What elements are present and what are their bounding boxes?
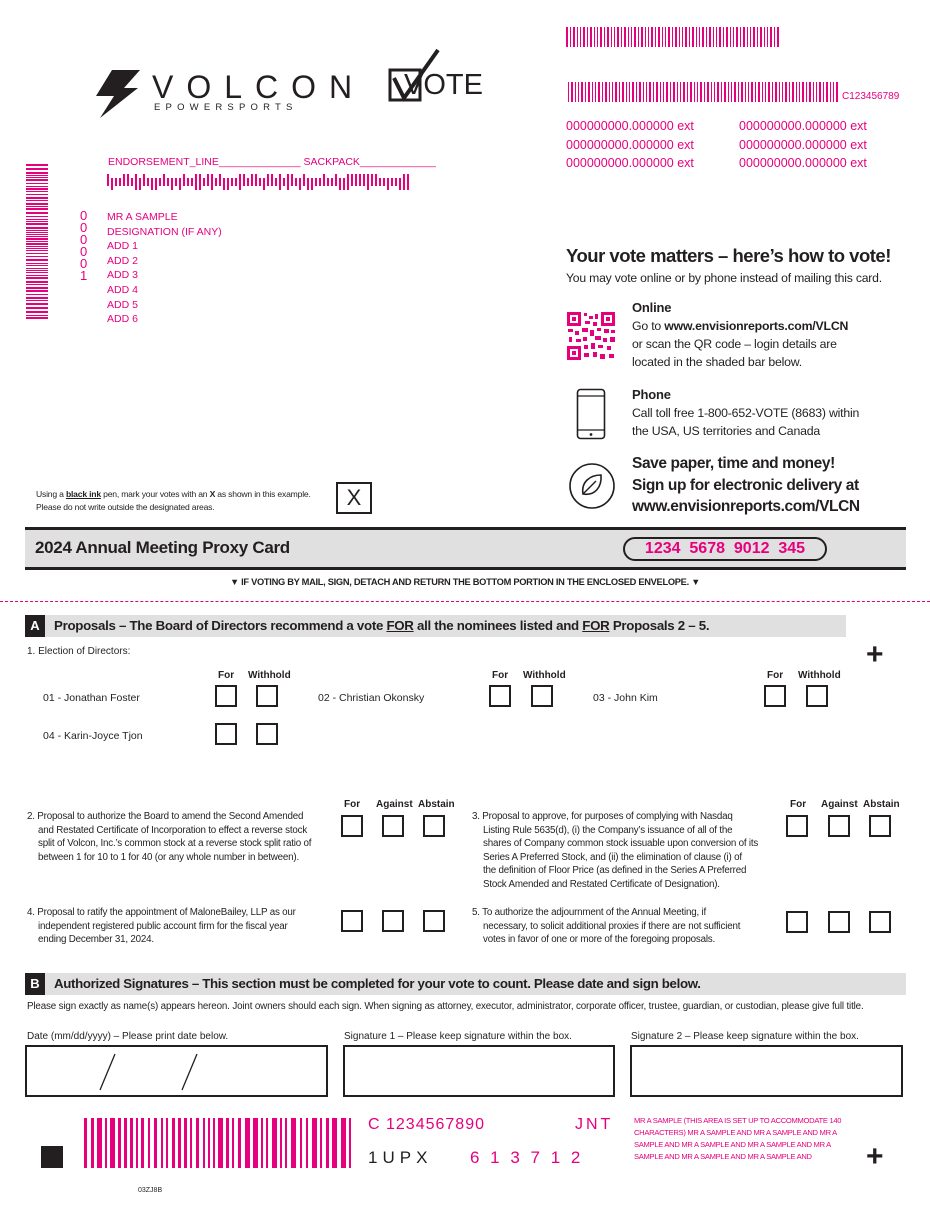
title-part: Proposals 2 – 5. xyxy=(609,618,710,633)
mail-note: ▼ IF VOTING BY MAIL, SIGN, DETACH AND RETURN THE BOTTOM PORTION IN THE ENCLOSED ENVELOPE. ▼ xyxy=(229,577,701,587)
postal-barcode-bars xyxy=(107,174,415,190)
instr-x: X xyxy=(209,489,216,499)
footer-barcode-bars xyxy=(84,1118,356,1168)
col-against: Against xyxy=(376,799,413,810)
footer-upx: 1UPX xyxy=(368,1148,433,1167)
online-line-2: or scan the QR code – login details are xyxy=(632,337,837,351)
sig2-label: Signature 2 – Please keep signature within the box. xyxy=(631,1031,859,1042)
proposal-5 xyxy=(472,906,740,947)
proposal-line: 2. Proposal to authorize the Board to amend the Second Amended xyxy=(27,811,304,822)
paper-line-1: Save paper, time and money! xyxy=(632,455,835,472)
proposal-line: Listing Rule 5635(d), (i) the Company’s issuance of all of the xyxy=(483,824,733,836)
vertical-code: 000001 xyxy=(80,208,88,283)
side-barcode xyxy=(26,164,48,322)
p4-for-checkbox[interactable] xyxy=(341,910,363,932)
proposal-line: independent registered public account firm for the fiscal year xyxy=(38,920,288,932)
col-abstain: Abstain xyxy=(863,799,900,810)
paper-line-2: Sign up for electronic delivery at xyxy=(632,476,859,494)
ext-line: 000000000.000000 ext xyxy=(739,119,867,133)
proposal-3 xyxy=(472,810,758,891)
online-url[interactable]: www.envisionreports.com/VLCN xyxy=(664,319,849,333)
phone-block xyxy=(632,386,859,440)
col-against: Against xyxy=(821,799,858,810)
brand-name: VOLCON xyxy=(152,69,366,105)
online-prefix: Go to xyxy=(632,319,665,333)
postal-barcode xyxy=(107,174,415,190)
online-title: Online xyxy=(632,300,672,315)
howto-title: Your vote matters – here’s how to vote! xyxy=(566,245,891,266)
date-slash-icon xyxy=(97,1052,119,1092)
proposal-line: votes in favor of one or more of the foregoing proposals. xyxy=(483,934,716,945)
nominee-1: 01 - Jonathan Foster xyxy=(43,692,140,704)
side-barcode-bars xyxy=(26,164,48,322)
registration-plus-top: + xyxy=(866,638,884,671)
proposal-line: necessary, to solicit additional proxies if there are not sufficient xyxy=(483,920,741,932)
p3-abstain-checkbox[interactable] xyxy=(869,815,891,837)
top-barcode-2 xyxy=(568,82,838,102)
ext-line: 000000000.000000 ext xyxy=(739,137,867,152)
signature-1-field[interactable] xyxy=(343,1045,615,1097)
phone-line-2: the USA, US territories and Canada xyxy=(632,424,820,438)
instruction-line-2: Please do not write outside the designated areas. xyxy=(36,502,215,512)
for-checkbox-4[interactable] xyxy=(215,723,237,745)
volcon-logo xyxy=(94,69,366,120)
nominee-3: 03 - John Kim xyxy=(593,692,658,704)
p3-for-checkbox[interactable] xyxy=(786,815,808,837)
sig1-label: Signature 1 – Please keep signature within the box. xyxy=(344,1031,572,1042)
top-barcode-1 xyxy=(566,27,780,47)
p2-abstain-checkbox[interactable] xyxy=(423,815,445,837)
instruction-line-1 xyxy=(36,488,311,501)
proposal-line: 5. To authorize the adjournment of the Annual Meeting, if xyxy=(472,907,707,918)
instr-mid: pen, mark your votes with an xyxy=(100,489,210,499)
proxy-card-bar xyxy=(25,527,906,570)
example-mark-box xyxy=(336,482,372,514)
example-x-mark: X xyxy=(346,485,362,510)
col-withhold: Withhold xyxy=(523,670,566,681)
mailing-address xyxy=(107,210,222,327)
election-label: 1. Election of Directors: xyxy=(27,646,131,657)
date-slash-icon xyxy=(179,1052,201,1092)
col-abstain: Abstain xyxy=(418,799,455,810)
footer-sample-text: MR A SAMPLE (THIS AREA IS SET UP TO ACCOMMODATE 140 CHARACTERS) MR A SAMPLE AND MR A SAMPLE AND MR A SAMPLE AND MR A SAMPLE AND MR A SAMPLE AND MR A SAMPLE AND MR A SAMPLE AND MR A SAMPLE AND xyxy=(634,1116,842,1161)
ext-line: 000000000.000000 ext xyxy=(566,137,694,152)
vote-logo xyxy=(388,48,483,104)
title-part: Proposals – The Board of Directors recommend a vote xyxy=(54,618,387,633)
address-line: ADD 1 xyxy=(107,240,138,253)
col-for: For xyxy=(344,799,361,810)
withhold-checkbox-4[interactable] xyxy=(256,723,278,745)
nominee-2: 02 - Christian Okonsky xyxy=(318,692,425,704)
control-code: C123456789 xyxy=(842,91,900,102)
p5-abstain-checkbox[interactable] xyxy=(869,911,891,933)
nominee-4: 04 - Karin-Joyce Tjon xyxy=(43,730,143,742)
lightning-bolt-icon xyxy=(94,70,144,120)
paper-line-3[interactable]: www.envisionreports.com/VLCN xyxy=(632,498,860,515)
title-part: all the nominees listed and xyxy=(413,618,583,633)
withhold-checkbox-1[interactable] xyxy=(256,685,278,707)
online-line-1 xyxy=(632,317,848,335)
phone-title: Phone xyxy=(632,387,671,402)
date-field[interactable] xyxy=(25,1045,328,1097)
endorsement-line: ENDORSEMENT_LINE______________ SACKPACK_____________ xyxy=(108,156,436,168)
p5-against-checkbox[interactable] xyxy=(828,911,850,933)
vote-text: VOTE xyxy=(404,69,483,101)
col-withhold: Withhold xyxy=(248,670,291,681)
p2-for-checkbox[interactable] xyxy=(341,815,363,837)
phone-line-1: Call toll free 1-800-652-VOTE (8683) within xyxy=(632,406,860,420)
proposal-4 xyxy=(27,906,296,947)
p5-for-checkbox[interactable] xyxy=(786,911,808,933)
detach-line xyxy=(0,601,930,602)
proposal-line: 3. Proposal to approve, for purposes of complying with Nasdaq xyxy=(472,811,733,822)
p2-against-checkbox[interactable] xyxy=(382,815,404,837)
section-b-title: Authorized Signatures – This section must be completed for your vote to count. Please date and sign below. xyxy=(54,976,701,991)
form-code: 03ZJ8B xyxy=(138,1187,163,1194)
section-a-title xyxy=(54,615,709,637)
address-line: ADD 3 xyxy=(107,269,138,282)
ink-instructions xyxy=(36,488,311,514)
howto-subtitle: You may vote online or by phone instead of mailing this card. xyxy=(566,271,882,285)
address-line: DESIGNATION (IF ANY) xyxy=(107,225,222,238)
p4-abstain-checkbox[interactable] xyxy=(423,910,445,932)
ext-col-2 xyxy=(739,117,867,173)
online-line-3: located in the shaded bar below. xyxy=(632,355,802,369)
col-for: For xyxy=(218,670,235,681)
withhold-checkbox-2[interactable] xyxy=(531,685,553,707)
ext-col-1 xyxy=(566,117,694,173)
proposal-line: split of Volcon, Inc.’s common stock at a reverse stock split ratio of xyxy=(38,838,312,849)
proposal-line: Series A Preferred Stock, and (ii) the elimination of clause (i) of xyxy=(483,851,742,863)
address-line: ADD 6 xyxy=(107,313,138,326)
instr-bold: black ink xyxy=(65,489,101,499)
footer-barcode xyxy=(84,1118,356,1168)
col-for: For xyxy=(767,670,784,681)
section-a-letter: A xyxy=(25,615,45,637)
proposal-line: and Restated Certificate of Incorporation to effect a reverse stock xyxy=(38,824,308,836)
proposal-2 xyxy=(27,810,311,864)
proposal-line: ending December 31, 2024. xyxy=(38,934,154,945)
ext-line: 000000000.000000 ext xyxy=(566,119,694,133)
title-for-1: FOR xyxy=(386,618,414,633)
footer-jnt: JNT xyxy=(575,1116,614,1133)
for-checkbox-1[interactable] xyxy=(215,685,237,707)
ext-line: 000000000.000000 ext xyxy=(739,156,867,170)
proposal-line: Stock Amended and Restated Certificate of Designation). xyxy=(483,878,720,890)
phone-icon xyxy=(576,388,606,440)
col-withhold: Withhold xyxy=(798,670,841,681)
leaf-icon xyxy=(568,462,616,510)
instr-pre: Using a xyxy=(36,489,66,499)
address-line: ADD 4 xyxy=(107,283,138,296)
footer-num: 6 1 3 7 1 2 xyxy=(470,1148,584,1167)
card-number: 1234 5678 9012 345 xyxy=(623,537,827,561)
registration-plus-bottom: + xyxy=(866,1140,884,1173)
address-line: ADD 2 xyxy=(107,254,138,267)
online-block xyxy=(632,299,848,371)
p3-against-checkbox[interactable] xyxy=(828,815,850,837)
section-b-letter: B xyxy=(25,973,45,995)
instr-post: as shown in this example. xyxy=(215,489,311,499)
p4-against-checkbox[interactable] xyxy=(382,910,404,932)
proposal-line: shares of Company common stock issuable upon conversion of its xyxy=(483,838,759,849)
signing-instructions: Please sign exactly as name(s) appears hereon. Joint owners should each sign. When signing as attorney, executor, administrator, corporate officer, trustee, guardian, or custodian, please give full title. xyxy=(27,1001,864,1012)
brand-sub: EPOWERSPORTS xyxy=(154,102,298,113)
proposal-line: between 1 for 10 to 1 for 40 (or any whole number in between). xyxy=(38,851,299,863)
address-line: MR A SAMPLE xyxy=(107,211,178,223)
col-for: For xyxy=(492,670,509,681)
proxy-card-title: 2024 Annual Meeting Proxy Card xyxy=(35,538,290,557)
registration-square xyxy=(41,1146,63,1168)
footer-code: C 1234567890 xyxy=(368,1116,485,1133)
address-line: ADD 5 xyxy=(107,298,138,311)
col-for: For xyxy=(790,799,807,810)
proposal-line: the definition of Floor Price (as defined in the Series A Preferred xyxy=(483,865,747,876)
ext-line: 000000000.000000 ext xyxy=(566,156,694,170)
withhold-checkbox-3[interactable] xyxy=(806,685,828,707)
qr-code-icon xyxy=(567,312,615,360)
for-checkbox-2[interactable] xyxy=(489,685,511,707)
for-checkbox-3[interactable] xyxy=(764,685,786,707)
signature-2-field[interactable] xyxy=(630,1045,903,1097)
proposal-line: 4. Proposal to ratify the appointment of MaloneBailey, LLP as our xyxy=(27,907,296,918)
title-for-2: FOR xyxy=(582,618,610,633)
date-label: Date (mm/dd/yyyy) – Please print date below. xyxy=(27,1031,229,1042)
paper-block xyxy=(632,453,860,518)
